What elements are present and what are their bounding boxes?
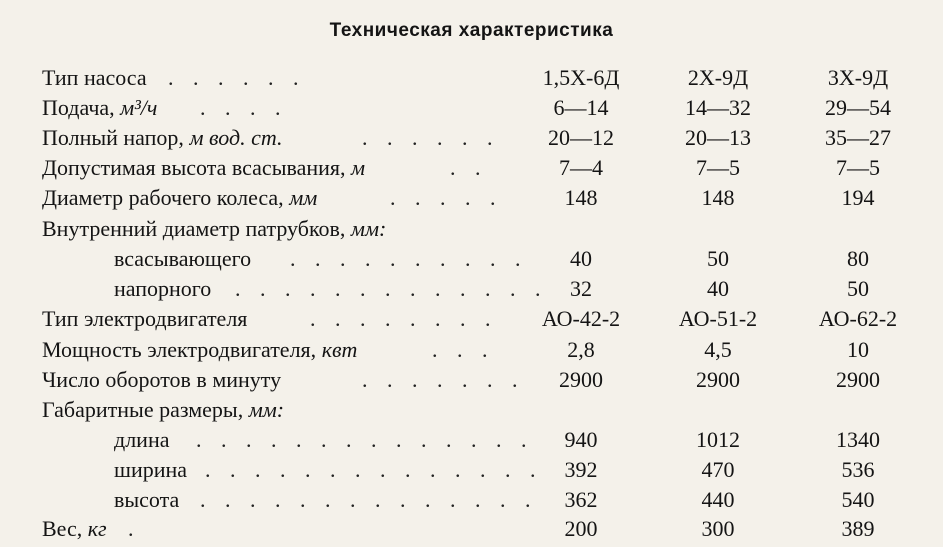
value-3: 10 xyxy=(847,337,869,362)
value-1: 20—12 xyxy=(548,125,614,150)
value-1: 940 xyxy=(564,427,598,452)
leader-dots: . . . . xyxy=(200,95,288,120)
value-3: 536 xyxy=(841,457,875,482)
value-3: 1340 xyxy=(836,427,880,452)
spec-row-pump-type xyxy=(0,63,943,93)
value-3: 389 xyxy=(841,516,875,541)
spec-row-suction-height xyxy=(0,153,943,183)
row-label: Подача, м³/ч xyxy=(42,95,158,120)
value-2: 2Х-9Д xyxy=(687,65,749,90)
row-label: Габаритные размеры, мм: xyxy=(42,397,285,422)
row-label: Число оборотов в минуту xyxy=(42,367,282,392)
spec-row-dimensions-header xyxy=(0,395,943,425)
value-2: 470 xyxy=(701,457,735,482)
value-3: 7—5 xyxy=(836,155,880,180)
leader-dots: . . . . . . . . . . xyxy=(290,246,528,271)
row-label: Мощность электродвигателя, квт xyxy=(42,337,358,362)
value-3: 2900 xyxy=(836,367,880,392)
value-2: 300 xyxy=(701,516,735,541)
value-2: АО-51-2 xyxy=(678,306,758,331)
row-label: Полный напор, м вод. ст. xyxy=(42,125,283,150)
spec-row-pressure-nozzle xyxy=(0,274,943,304)
spec-row-suction-nozzle xyxy=(0,244,943,274)
leader-dots: . . xyxy=(450,155,488,180)
row-label: Тип электродвигателя xyxy=(42,306,248,331)
row-label: всасывающего xyxy=(114,246,252,271)
value-2: 50 xyxy=(707,246,729,271)
value-1: АО-42-2 xyxy=(541,306,621,331)
row-label: Допустимая высота всасывания, м xyxy=(42,155,366,180)
value-2: 148 xyxy=(701,185,735,210)
row-label: напорного xyxy=(114,276,212,301)
value-2: 7—5 xyxy=(696,155,740,180)
spec-row-length xyxy=(0,425,943,455)
value-1: 6—14 xyxy=(553,95,609,120)
leader-dots: . . . . . . xyxy=(168,65,306,90)
value-1: 392 xyxy=(564,457,598,482)
row-label: высота xyxy=(114,487,180,512)
value-1: 148 xyxy=(564,185,598,210)
value-3: 540 xyxy=(841,487,875,512)
row-label: Диаметр рабочего колеса, мм xyxy=(42,185,318,210)
row-label: Внутренний диаметр патрубков, мм: xyxy=(42,216,387,241)
value-3: АО-62-2 xyxy=(818,306,898,331)
value-1: 32 xyxy=(570,276,592,301)
spec-row-flow xyxy=(0,93,943,123)
spec-row-motor-type xyxy=(0,304,943,334)
row-label: ширина xyxy=(114,457,188,482)
value-2: 20—13 xyxy=(685,125,751,150)
value-2: 4,5 xyxy=(704,337,732,362)
leader-dots: . . . xyxy=(432,337,495,362)
leader-dots: . . . . . . . . . . . . . xyxy=(235,276,548,301)
value-3: 35—27 xyxy=(825,125,891,150)
value-3: 80 xyxy=(847,246,869,271)
spec-row-width xyxy=(0,455,943,485)
value-1: 2,8 xyxy=(567,337,595,362)
value-3: 50 xyxy=(847,276,869,301)
value-1: 1,5Х-6Д xyxy=(542,65,620,90)
value-2: 1012 xyxy=(696,427,740,452)
spec-row-head xyxy=(0,123,943,153)
leader-dots: . . . . . . . . . . . . . . xyxy=(205,457,543,482)
spec-row-height xyxy=(0,485,943,515)
leader-dots: . . . . . . xyxy=(362,125,500,150)
value-1: 362 xyxy=(564,487,598,512)
value-2: 440 xyxy=(701,487,735,512)
leader-dots: . . . . . . . xyxy=(362,367,525,392)
value-3: 194 xyxy=(841,185,875,210)
row-label: Вес, кг xyxy=(42,516,107,541)
value-2: 40 xyxy=(707,276,729,301)
value-2: 2900 xyxy=(696,367,740,392)
value-1: 7—4 xyxy=(559,155,603,180)
leader-dots: . xyxy=(128,516,141,541)
spec-row-nozzles-header xyxy=(0,214,943,244)
leader-dots: . . . . . xyxy=(390,185,503,210)
value-3: 29—54 xyxy=(825,95,891,120)
spec-row-weight xyxy=(0,514,943,544)
leader-dots: . . . . . . . . . . . . . . xyxy=(196,427,534,452)
leader-dots: . . . . . . . . . . . . . . xyxy=(200,487,538,512)
spec-row-rpm xyxy=(0,365,943,395)
leader-dots: . . . . . . . . xyxy=(310,306,498,331)
value-2: 14—32 xyxy=(685,95,751,120)
value-3: 3Х-9Д xyxy=(827,65,889,90)
spec-row-impeller xyxy=(0,183,943,213)
row-label: длина xyxy=(114,427,170,452)
row-label: Тип насоса xyxy=(42,65,147,90)
value-1: 200 xyxy=(564,516,598,541)
page-title: Техническая характеристика xyxy=(329,20,614,41)
value-1: 2900 xyxy=(559,367,603,392)
value-1: 40 xyxy=(570,246,592,271)
spec-row-motor-power xyxy=(0,335,943,365)
